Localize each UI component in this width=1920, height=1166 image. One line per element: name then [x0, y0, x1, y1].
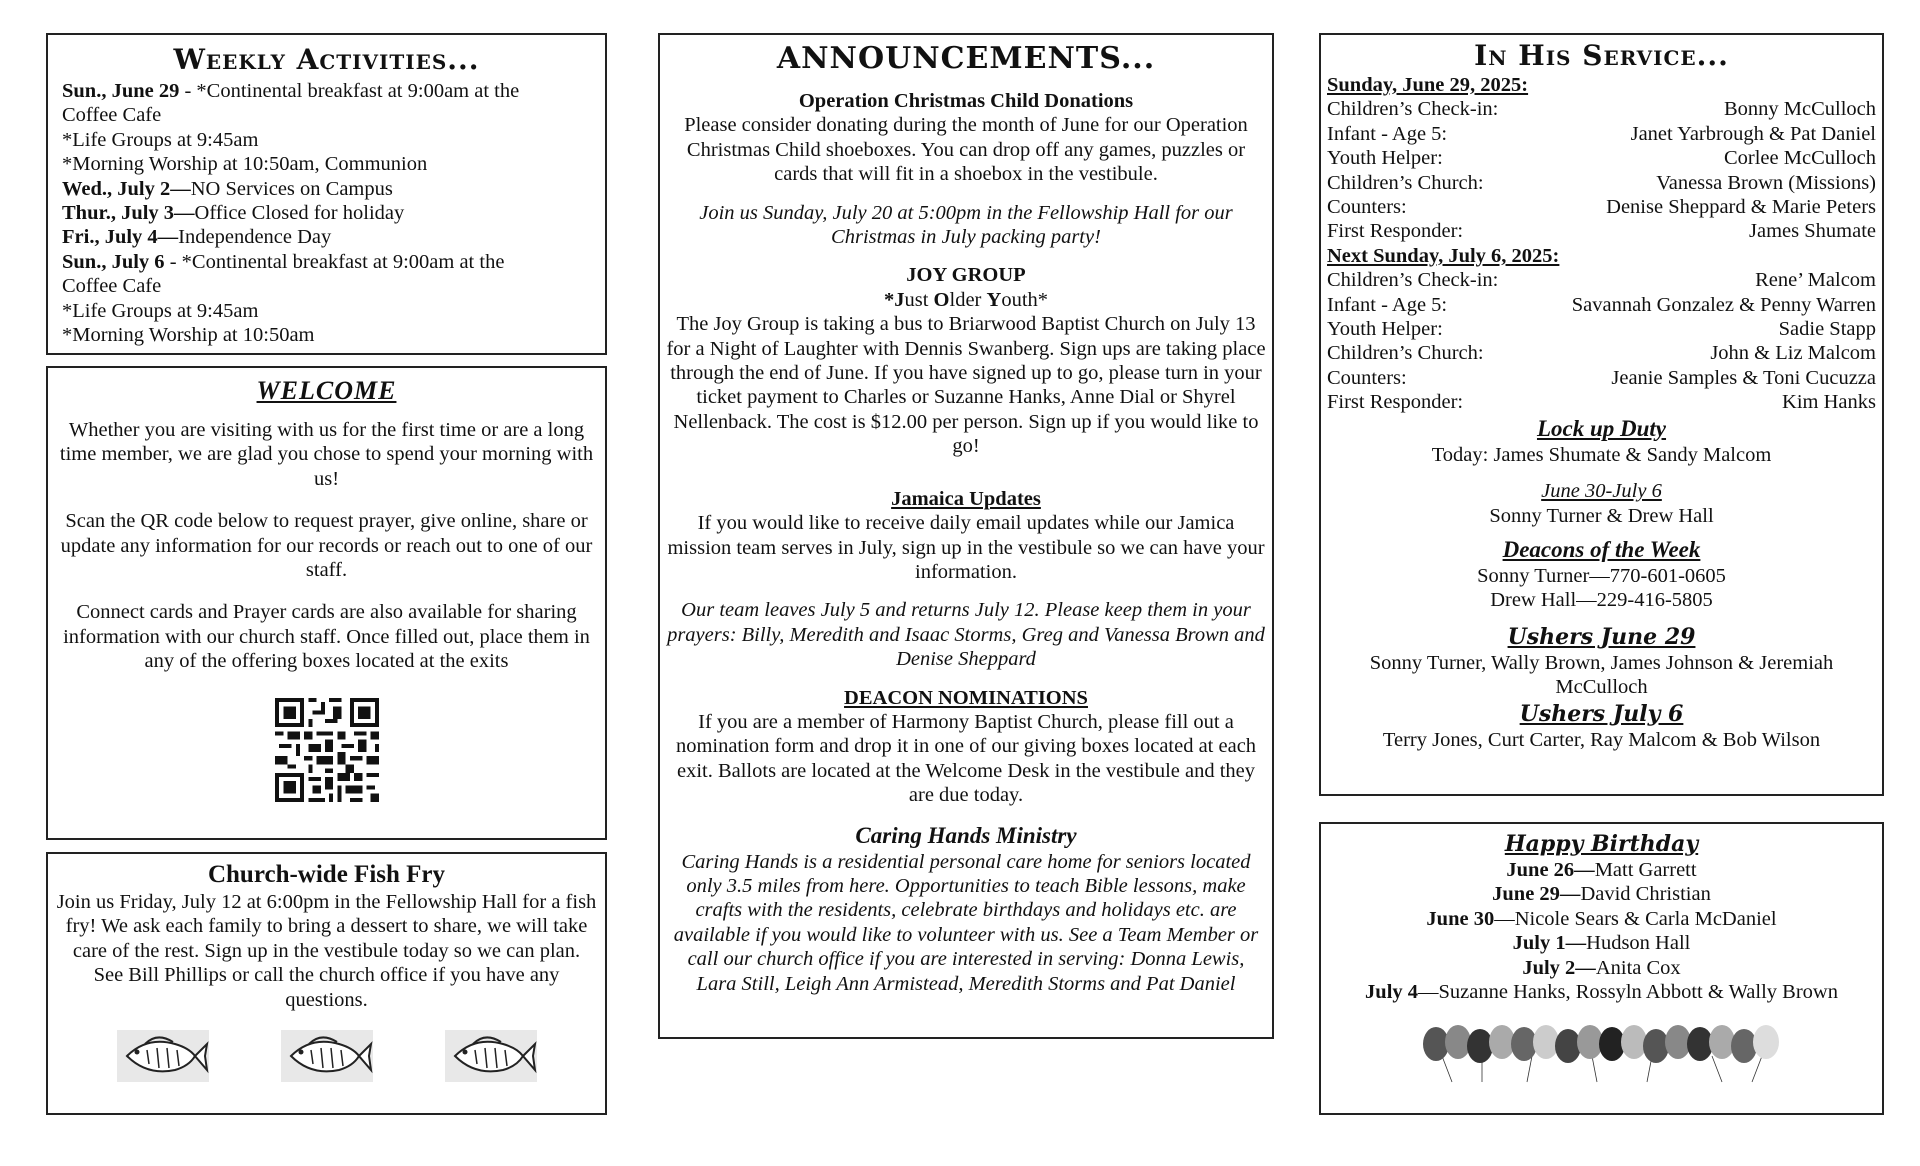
deacon-section	[666, 686, 1266, 808]
occ-packing-party: Join us Sunday, July 20 at 5:00pm in the Fellowship Hall for our Christmas in July packing party!	[699, 201, 1233, 249]
duty-row: Infant - Age 5: Savannah Gonzalez & Penny Warren	[1327, 293, 1876, 316]
duty-row: Counters: Jeanie Samples & Toni Cucuzza	[1327, 366, 1876, 389]
welcome-paragraph-3: Connect cards and Prayer cards are also available for sharing information with our church staff. Once filled out, place them in any of the offering boxes located at the exits	[63, 601, 590, 673]
sunday-2-heading: Next Sunday, July 6, 2025:	[1327, 244, 1560, 267]
weekly-line: *Morning Worship at 10:50am	[62, 324, 315, 347]
duty-row: Children’s Check-in: Bonny McCulloch	[1327, 98, 1876, 121]
duty-row: Children’s Church: John & Liz Malcom	[1327, 342, 1876, 365]
qr-code[interactable]	[275, 698, 379, 802]
joy-group-section	[666, 263, 1266, 458]
jamaica-prayer: Our team leaves July 5 and returns July 12. Please keep them in your prayers: Billy, Meredith and Isaac Storms, Greg and Vanessa Brown and Denise Sheppard	[667, 599, 1265, 671]
weekly-line: *Life Groups at 9:45am	[62, 128, 259, 151]
lock-up-today: Today: James Shumate & Sandy Malcom	[1431, 443, 1772, 466]
duty-row: Counters: Denise Sheppard & Marie Peters	[1327, 196, 1876, 219]
welcome-box	[46, 366, 607, 840]
deacon-2: Drew Hall—229-416-5805	[1490, 589, 1713, 612]
fish-fry-box	[46, 852, 607, 1115]
weekly-activities-list	[62, 79, 591, 347]
birthday-entry: July 2—Anita Cox	[1522, 956, 1681, 979]
occ-title: Operation Christmas Child Donations	[798, 90, 1134, 112]
occ-section	[666, 89, 1266, 187]
weekly-line: Coffee Cafe	[62, 104, 162, 127]
weekly-line: Sun., June 29 - *Continental breakfast at 9:00am at the	[62, 80, 520, 102]
caring-hands-body: Caring Hands is a residential personal care home for seniors located only 3.5 miles from here. Opportunities to teach Bible lessons, make crafts with the residents, celebrate birthdays and holidays etc. are available if you would like to volunteer with us. See a Team Member or call our church office if you are interested in serving: Donna Lewis, Lara Still, Leigh Ann Armistead, Meredith Storms and Pat Daniel	[673, 850, 1259, 995]
jamaica-title: Jamaica Updates	[891, 487, 1041, 510]
duty-row: Infant - Age 5: Janet Yarbrough & Pat Daniel	[1327, 122, 1876, 145]
announcements-title: ANNOUNCEMENTS...	[776, 41, 1156, 76]
joy-group-body: The Joy Group is taking a bus to Briarwood Baptist Church on July 13 for a Night of Laughter with Dennis Swanberg. Sign ups are taking place through the end of June. If you have signed up to go, please turn in your ticket payment to Charles or Suzanne Hanks, Anne Dial or Shyrel Nellenback. The cost is $12.00 per person. Sign up if you would like to go!	[666, 313, 1266, 458]
welcome-title: WELCOME	[256, 376, 397, 405]
fish-fry-body: Join us Friday, July 12 at 6:00pm in the Fellowship Hall for a fish fry! We ask each family to bring a dessert to share, we will take care of the rest. Sign up in the vestibule today so we can plan. See Bill Phillips or call the church office if you have any questions.	[56, 891, 597, 1011]
in-his-service-box	[1319, 33, 1884, 796]
joy-group-subtitle: *Just Older Youth*	[883, 288, 1049, 311]
fish-illustrations	[56, 1030, 597, 1082]
lock-up-next: Sonny Turner & Drew Hall	[1489, 504, 1714, 527]
service-title: In His Service...	[1474, 39, 1729, 72]
weekly-line: Wed., July 2—NO Services on Campus	[62, 177, 393, 200]
deacon-1: Sonny Turner—770-601-0605	[1477, 564, 1726, 587]
duty-row: Youth Helper: Sadie Stapp	[1327, 318, 1876, 341]
weekly-line: Sun., July 6 - *Continental breakfast at 9:00am at the	[62, 250, 505, 273]
ushers-july-6-title: Ushers July 6	[1519, 700, 1684, 727]
fish-fry-title: Church-wide Fish Fry	[207, 861, 446, 888]
ushers-july-6: Terry Jones, Curt Carter, Ray Malcom & Bob Wilson	[1382, 728, 1821, 751]
duty-row: Children’s Church: Vanessa Brown (Missions)	[1327, 171, 1876, 194]
happy-birthday-box	[1319, 822, 1884, 1115]
weekly-line: Thur., July 3—Office Closed for holiday	[62, 202, 405, 225]
fish-icon	[281, 1030, 373, 1082]
weekly-activities-box	[46, 33, 607, 355]
sunday-1-heading: Sunday, June 29, 2025:	[1327, 74, 1529, 96]
duty-row: Youth Helper: Corlee McCulloch	[1327, 147, 1876, 170]
duty-row: First Responder: Kim Hanks	[1327, 391, 1876, 414]
weekly-line: *Life Groups at 9:45am	[62, 299, 259, 322]
lock-up-next-label: June 30-July 6	[1541, 480, 1662, 503]
fish-icon	[445, 1030, 537, 1082]
duty-row: Children’s Check-in: Rene’ Malcom	[1327, 269, 1876, 292]
joy-group-title: JOY GROUP	[906, 264, 1026, 287]
birthday-entry: July 4—Suzanne Hanks, Rossyln Abbott & Wally Brown	[1365, 981, 1838, 1004]
caring-hands-section	[666, 822, 1266, 996]
weekly-line: Fri., July 4—Independence Day	[62, 226, 332, 249]
announcements-box	[658, 33, 1274, 1039]
weekly-line: Coffee Cafe	[62, 275, 162, 298]
lock-up-duty-title: Lock up Duty	[1536, 415, 1667, 441]
duty-row: First Responder: James Shumate	[1327, 220, 1876, 243]
birthday-title: Happy Birthday	[1504, 831, 1699, 857]
birthday-entry: July 1—Hudson Hall	[1512, 932, 1691, 955]
birthday-entry: June 30—Nicole Sears & Carla McDaniel	[1426, 907, 1777, 930]
caring-hands-title: Caring Hands Ministry	[855, 822, 1077, 848]
jamaica-body: If you would like to receive daily email updates while our Jamica mission team serves in July, sign up in the vestibule so we can have your information.	[667, 512, 1265, 583]
jamaica-section	[666, 487, 1266, 585]
deacon-title: DEACON NOMINATIONS	[844, 686, 1088, 709]
weekly-line: *Morning Worship at 10:50am, Communion	[62, 153, 428, 176]
birthday-entry: June 29—David Christian	[1492, 883, 1711, 906]
welcome-paragraph-1: Whether you are visiting with us for the first time or are a long time member, we are glad you chose to spend your morning with us!	[59, 419, 594, 490]
occ-body: Please consider donating during the month of June for our Operation Christmas Child shoeboxes. You can drop off any games, puzzles or cards that will fit in a shoebox in the vestibule.	[684, 114, 1248, 186]
fish-icon	[117, 1030, 209, 1082]
ushers-june-29-title: Ushers June 29	[1507, 623, 1696, 650]
weekly-activities-title: Weekly Activities...	[173, 43, 480, 76]
birthday-entry: June 26—Matt Garrett	[1506, 859, 1697, 881]
deacon-body: If you are a member of Harmony Baptist Church, please fill out a nomination form and drop it in one of our giving boxes located at each exit. Ballots are located at the Welcome Desk in the vestibule and they are due today.	[675, 710, 1257, 807]
ushers-june-29: Sonny Turner, Wally Brown, James Johnson & Jeremiah McCulloch	[1369, 651, 1834, 699]
welcome-paragraph-2: Scan the QR code below to request prayer, give online, share or update any information for our records or reach out to one of our staff.	[60, 510, 593, 582]
balloons-icon	[1422, 1024, 1782, 1084]
deacons-title: Deacons of the Week	[1502, 536, 1701, 562]
